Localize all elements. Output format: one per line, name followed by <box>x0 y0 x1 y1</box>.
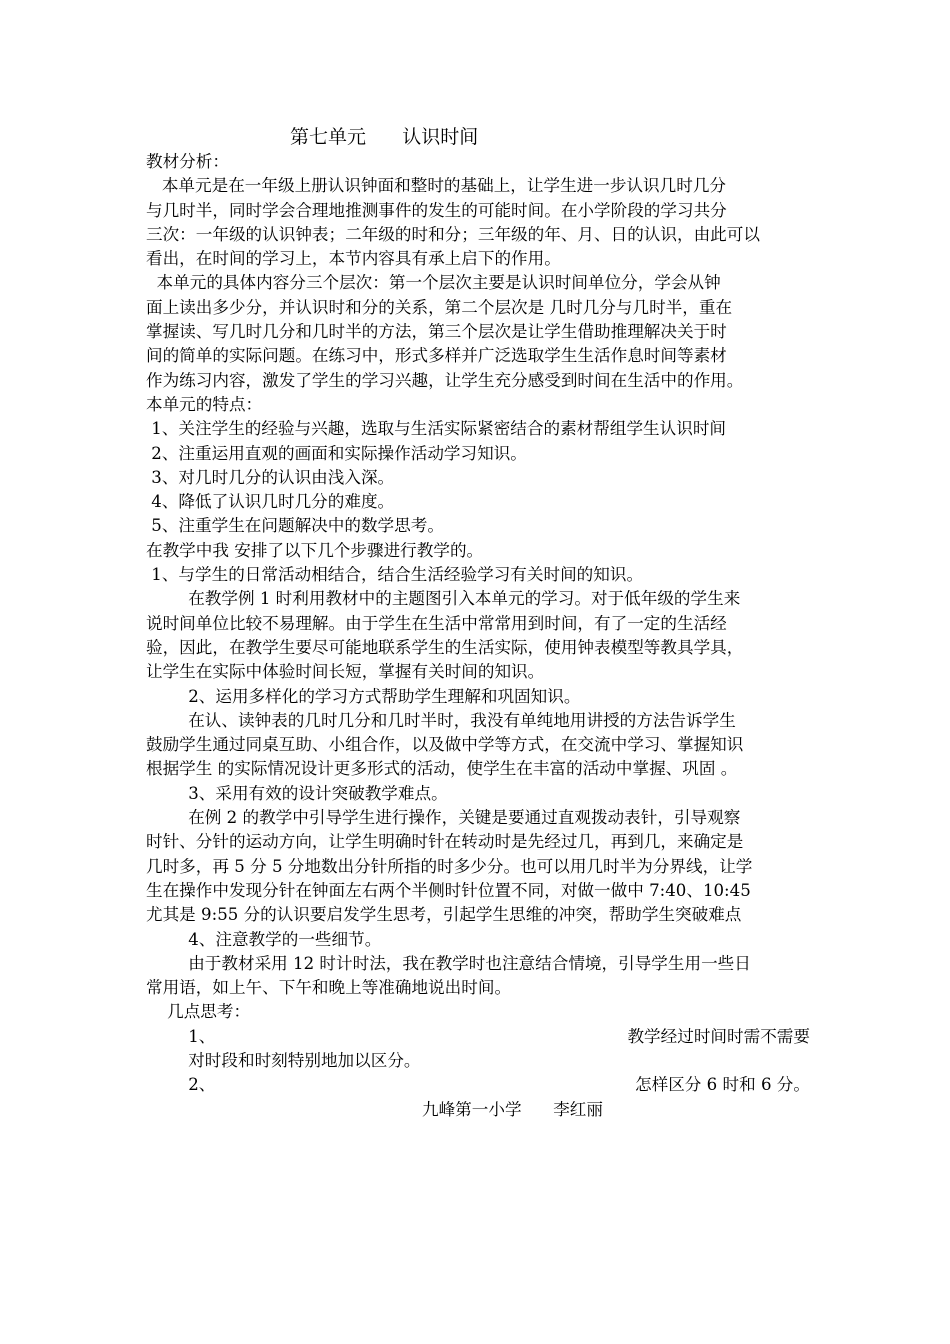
paragraph-line: 作为练习内容，激发了学生的学习兴趣，让学生充分感受到时间在生活中的作用。 <box>146 370 744 390</box>
document-body <box>146 150 810 1122</box>
paragraph-line: 本单元的特点： <box>146 394 263 414</box>
paragraph-line: 三次：一年级的认识钟表；二年级的时和分；三年级的年、月、日的认识，由此可以 <box>146 224 760 244</box>
paragraph-line: 说时间单位比较不易理解。由于学生在生活中常常用到时间，有了一定的生活经 <box>146 613 727 633</box>
paragraph-line: 常用语，如上午、下午和晚上等准确地说出时间。 <box>146 978 512 998</box>
thought-item-2 <box>146 1073 810 1097</box>
paragraph-line: 看出，在时间的学习上，本节内容具有承上启下的作用。 <box>146 249 561 269</box>
section-heading: 2、运用多样化的学习方式帮助学生理解和巩固知识。 <box>146 686 581 706</box>
list-item: 4、降低了认识几时几分的难度。 <box>146 492 395 512</box>
paragraph-line: 本单元是在一年级上册认识钟面和整时的基础上，让学生进一步认识几时几分 <box>146 176 727 196</box>
thought-continuation: 对时段和时刻特别地加以区分。 <box>146 1050 421 1070</box>
paragraph-line: 本单元的具体内容分三个层次：第一个层次主要是认识时间单位分，学会从钟 <box>146 273 721 293</box>
paragraph-line: 间的简单的实际问题。在练习中，形式多样并广泛选取学生生活作息时间等素材 <box>146 346 727 366</box>
thought-number: 2、 <box>146 1075 216 1095</box>
section-heading: 4、注意教学的一些细节。 <box>146 929 382 949</box>
signature: 九峰第一小学 李红丽 <box>422 1099 603 1119</box>
paragraph-line: 面上读出多少分，并认识时和分的关系，第二个层次是 几时几分与几时半，重在 <box>146 297 733 317</box>
thought-item-1 <box>146 1025 810 1049</box>
list-item: 2、注重运用直观的画面和实际操作活动学习知识。 <box>146 443 527 463</box>
section-heading: 几点思考： <box>146 1002 251 1022</box>
paragraph-line: 由于教材采用 12 时计时法，我在教学时也注意结合情境，引导学生用一些日 <box>146 953 751 973</box>
paragraph-line: 掌握读、写几时几分和几时半的方法，第三个层次是让学生借助推理解决关于时 <box>146 322 727 342</box>
list-item: 3、对几时几分的认识由浅入深。 <box>146 467 395 487</box>
paragraph-line: 鼓励学生通过同桌互助、小组合作，以及做中学等方式，在交流中学习、掌握知识 <box>146 735 744 755</box>
paragraph-line: 根据学生 的实际情况设计更多形式的活动，使学生在丰富的活动中掌握、巩固 。 <box>146 759 738 779</box>
section-heading: 3、采用有效的设计突破教学难点。 <box>146 783 448 803</box>
paragraph-line: 教材分析： <box>146 152 229 171</box>
list-item: 1、与学生的日常活动相结合，结合生活经验学习有关时间的知识。 <box>146 565 644 585</box>
paragraph-line: 几时多，再 5 分 5 分地数出分针所指的时多少分。也可以用几时半为分界线，让学 <box>146 856 753 876</box>
paragraph-line: 生在操作中发现分针在钟面左右两个半侧时针位置不同，对做一做中 7:40、10:45 <box>146 880 751 900</box>
thought-text: 教学经过时间时需不需要 <box>627 1026 810 1046</box>
list-item: 1、关注学生的经验与兴趣，选取与生活实际紧密结合的素材帮组学生认识时间 <box>146 419 727 439</box>
paragraph-line: 在教学中我 安排了以下几个步骤进行教学的。 <box>146 540 484 560</box>
paragraph-line: 验，因此，在教学生要尽可能地联系学生的生活实际，使用钟表模型等教具学具， <box>146 637 744 657</box>
paragraph-line: 尤其是 9:55 分的认识要启发学生思考，引起学生思维的冲突，帮助学生突破难点 <box>146 905 742 925</box>
paragraph-line: 在例 2 的教学中引导学生进行操作，关键是要通过直观拨动表针，引导观察 <box>146 808 741 828</box>
paragraph-line: 时针、分针的运动方向，让学生明确时针在转动时是先经过几，再到几，来确定是 <box>146 832 744 852</box>
paragraph-line: 与几时半，同时学会合理地推测事件的发生的可能时间。在小学阶段的学习共分 <box>146 200 727 220</box>
document-title: 第七单元 认识时间 <box>290 126 479 148</box>
paragraph-line: 让学生在实际中体验时间长短，掌握有关时间的知识。 <box>146 662 545 682</box>
thought-number: 1、 <box>146 1026 216 1046</box>
paragraph-line: 在教学例 1 时利用教材中的主题图引入本单元的学习。对于低年级的学生来 <box>146 589 741 609</box>
list-item: 5、注重学生在问题解决中的数学思考。 <box>146 516 444 536</box>
thought-text: 怎样区分 6 时和 6 分。 <box>635 1075 810 1095</box>
paragraph-line: 在认、读钟表的几时几分和几时半时，我没有单纯地用讲授的方法告诉学生 <box>146 710 736 730</box>
